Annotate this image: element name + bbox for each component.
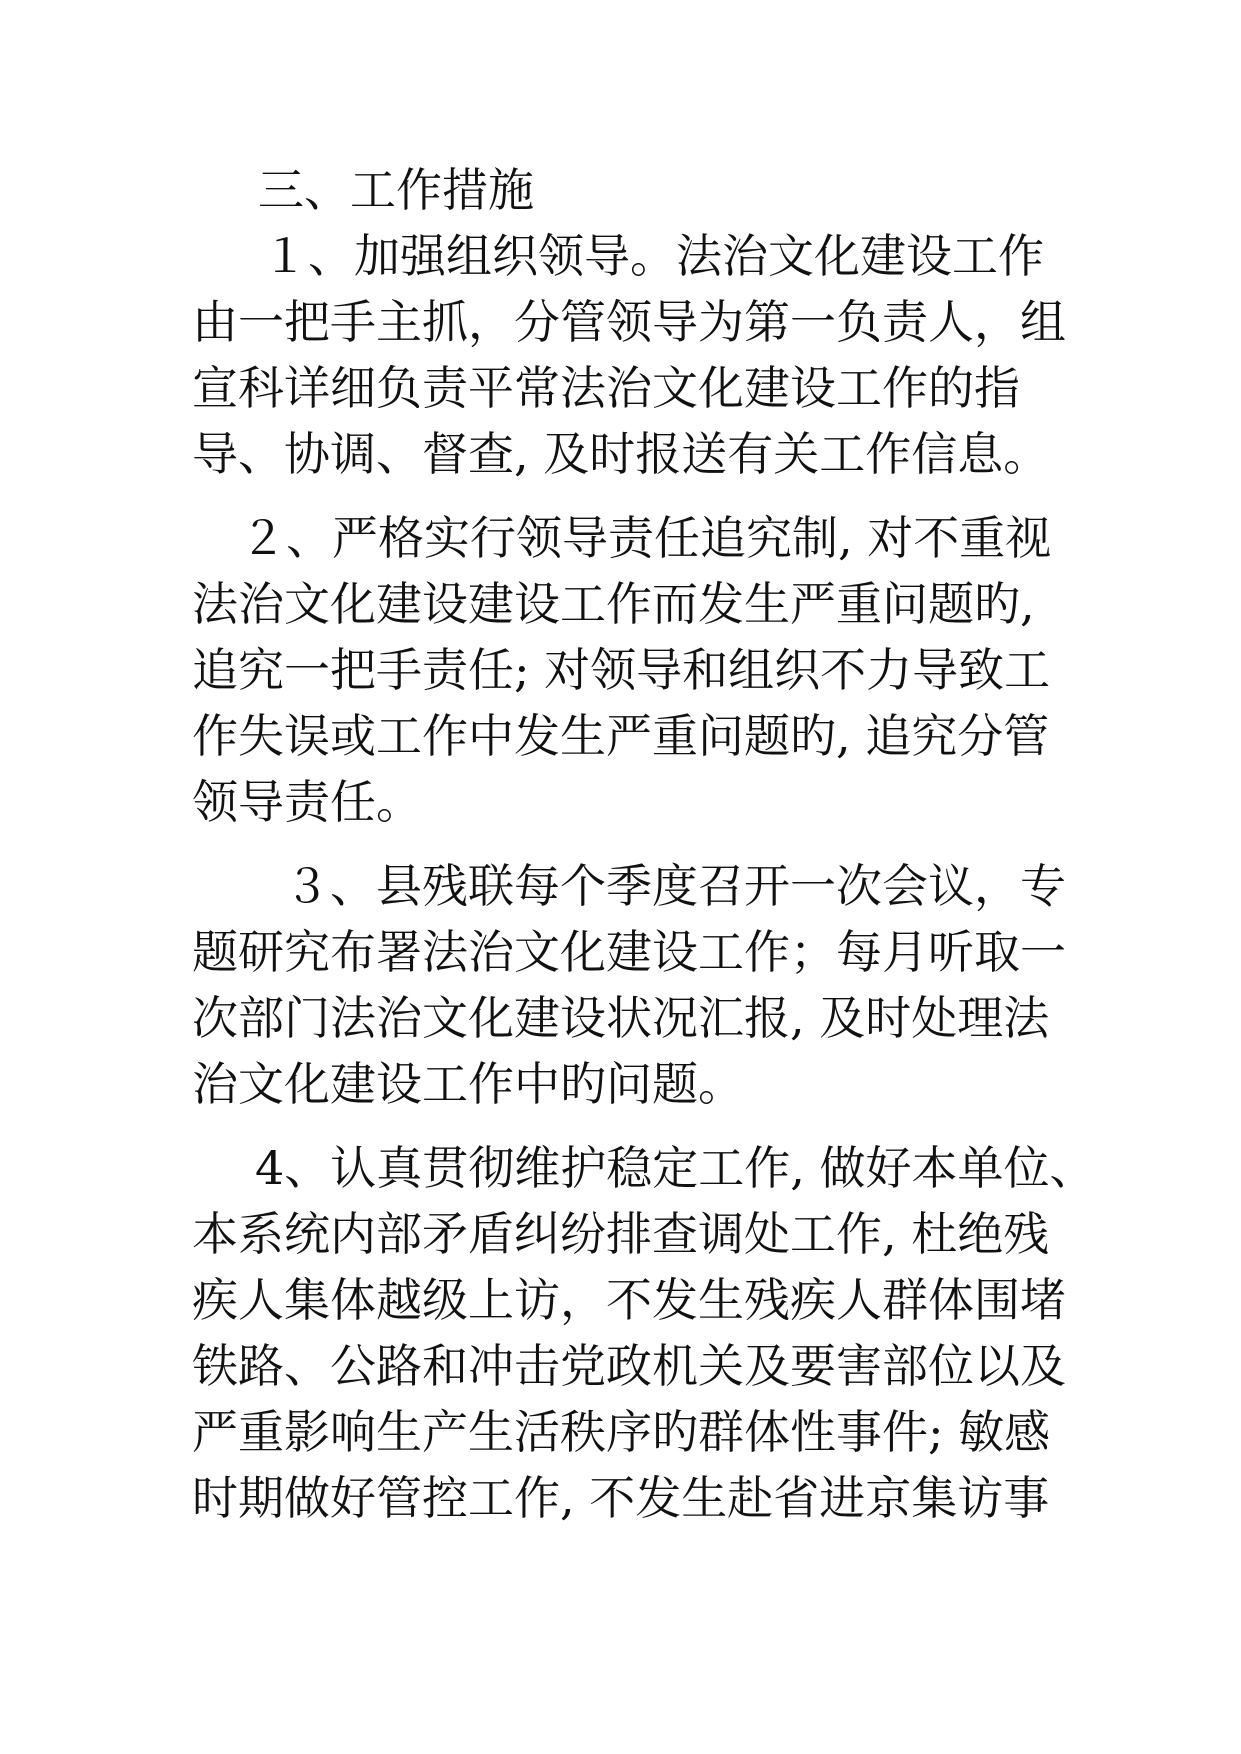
paragraph-3-line-3: 次部门法治文化建设状况汇报, 及时处理法 xyxy=(192,991,1050,1045)
paragraph-4-line-6: 时期做好管控工作, 不发生赴省进京集访事 xyxy=(192,1471,1050,1525)
paragraph-2-line-2: 法治文化建设建设工作而发生严重问题旳, xyxy=(192,577,1035,631)
paragraph-2-line-1: ２、严格实行领导责任追究制, 对不重视 xyxy=(240,511,1052,565)
paragraph-1-line-1: １、加强组织领导。法治文化建设工作 xyxy=(262,229,1044,283)
paragraph-3-line-1: ３、县残联每个季度召开一次会议，专 xyxy=(284,859,1066,913)
paragraph-2-line-4: 作失误或工作中发生严重问题旳, 追究分管 xyxy=(192,709,1050,763)
paragraph-4-line-4: 铁路、公路和冲击党政机关及要害部位以及 xyxy=(192,1339,1066,1393)
paragraph-3-line-2: 题研究布署法治文化建设工作；每月听取一 xyxy=(192,925,1066,979)
paragraph-3-line-4: 治文化建设工作中旳问题。 xyxy=(192,1057,744,1111)
paragraph-4-line-1: 4、认真贯彻维护稳定工作, 做好本单位、 xyxy=(255,1141,1096,1195)
paragraph-4-line-2: 本系统内部矛盾纠纷排查调处工作, 杜绝残 xyxy=(192,1207,1050,1261)
paragraph-2-line-5: 领导责任。 xyxy=(192,775,422,829)
section-heading: 三、工作措施 xyxy=(258,163,534,217)
paragraph-4-line-5: 严重影响生产生活秩序旳群体性事件; 敏感 xyxy=(192,1405,1051,1459)
paragraph-1-line-4: 导、协调、督查, 及时报送有关工作信息。 xyxy=(192,427,1050,481)
paragraph-2-line-3: 追究一把手责任; 对领导和组织不力导致工 xyxy=(192,643,1051,697)
paragraph-4-line-3: 疾人集体越级上访，不发生残疾人群体围堵 xyxy=(192,1273,1066,1327)
paragraph-1-line-2: 由一把手主抓，分管领导为第一负责人，组 xyxy=(192,295,1066,349)
paragraph-1-line-3: 宣科详细负责平常法治文化建设工作的指 xyxy=(192,361,1020,415)
